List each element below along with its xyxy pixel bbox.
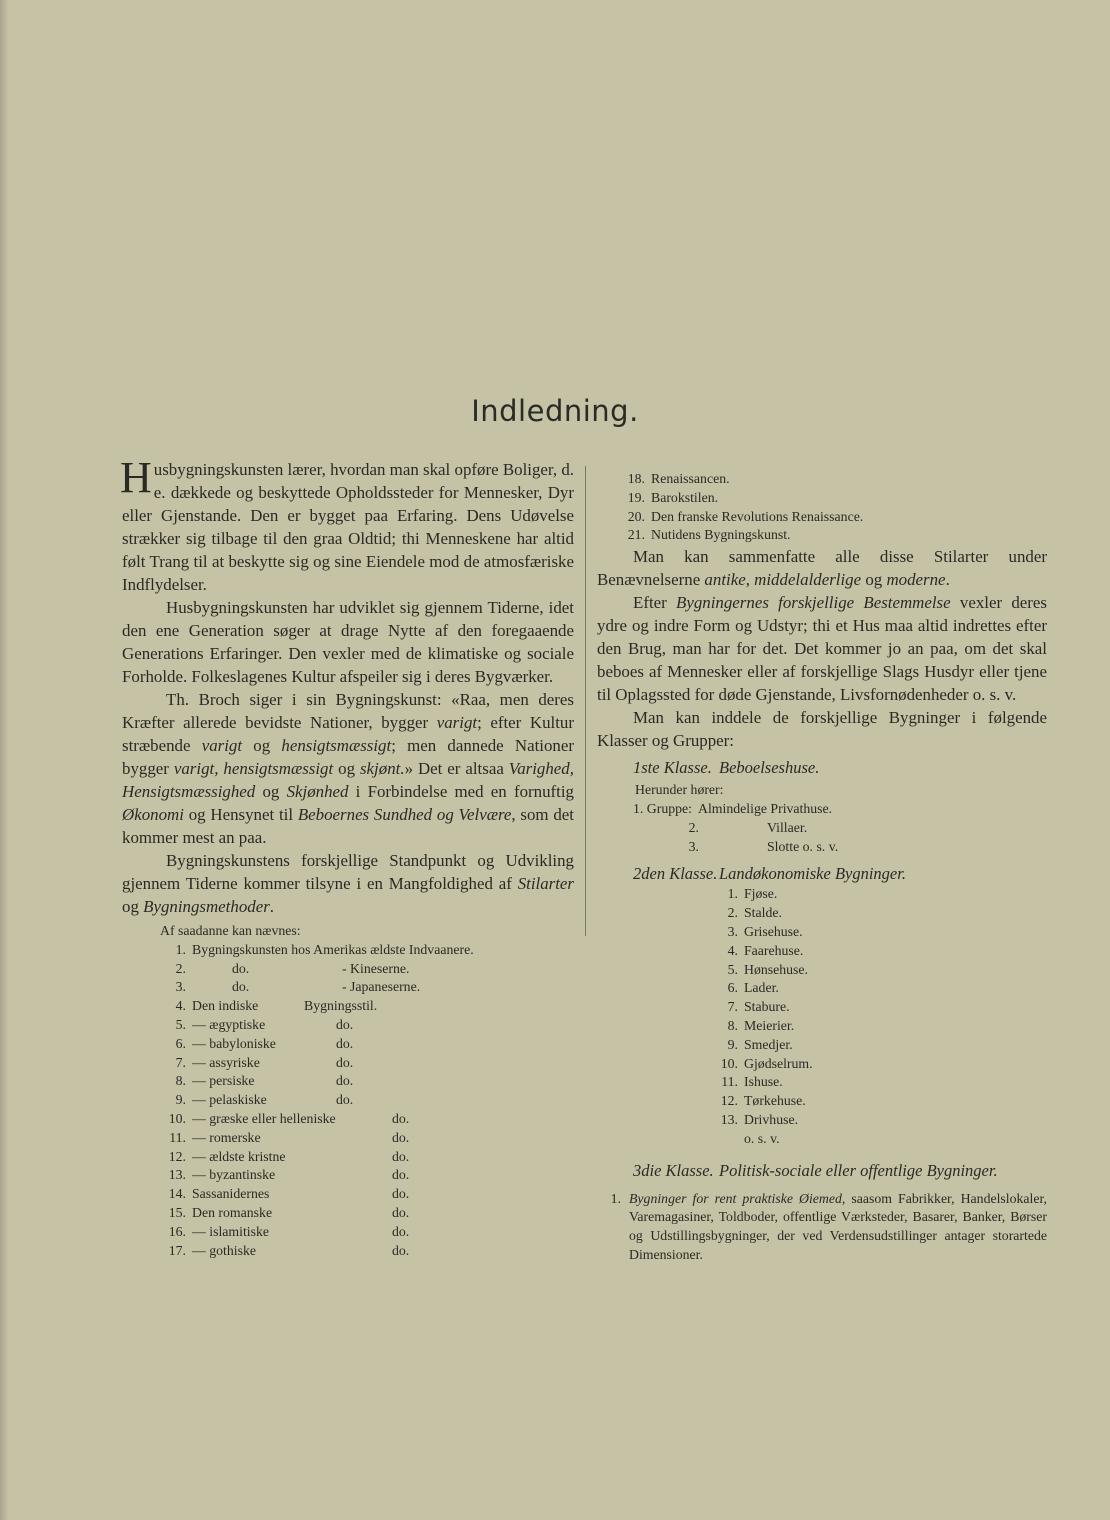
list-item: 4. Den indiske Bygningsstil. — [175, 998, 378, 1014]
list-item: 3. do. - Japaneserne. — [175, 979, 421, 995]
column-divider — [585, 466, 586, 936]
list-item: 8. — persiske do. — [175, 1073, 354, 1089]
list-item: 13. — byzantinske do. — [168, 1167, 410, 1183]
k3-item: 1. Bygninger for rent praktiske Øiemed, saasom Fabrikker, Handelslokaler, Varemagasiner, Toldboder, offentlige Værksteder, Basarer, Banker, Børser og Udstillingsbygninger, der ved Verdensudstillinger antager storartede Dimensioner. — [610, 1190, 1047, 1262]
list-item: 5. Hønsehuse. — [727, 961, 808, 977]
list-item: 15. Den romanske do. — [168, 1204, 410, 1220]
klasse-3-heading: 3die Klasse. Politisk-sociale eller offentlige Bygninger. — [633, 1160, 998, 1180]
bestemmelse-paragraph: Efter Bygningernes forskjellige Bestemmelse vexler deres ydre og indre Form og Udstyr; thi et Hus maa altid indrettes efter den Brug, man har for det. Det kommer jo an paa, om det skal beboes af Mennesker eller af forskjellige Slags Husdyr eller tjene til Oplagssted for døde Gjenstande, Livsfornødenheder o. s. v. — [597, 593, 1047, 705]
list-item: 20. Den franske Revolutions Renaissance. — [627, 508, 864, 524]
style-list — [122, 922, 574, 1260]
list-item: 13. Drivhuse. — [720, 1111, 799, 1127]
history-paragraph: Husbygningskunsten har udviklet sig gjennem Tiderne, idet den ene Generation søger at drage Nytte af den foregaaende Generations Erfaringer. Den vexler med de klimatiske og sociale Forholde. Folkeslagenes Kultur afspeiler sig i deres Bygværker. — [122, 598, 574, 686]
right-column — [597, 470, 1047, 1265]
list-item: 5. — ægyptiske do. — [175, 1016, 354, 1032]
page-title: Indledning. — [471, 394, 639, 428]
list-item: 14. Sassanidernes do. — [168, 1186, 410, 1202]
list-item: 19. Barokstilen. — [627, 489, 719, 505]
list-item: 9. — pelaskiske do. — [175, 1092, 354, 1108]
drop-cap: H — [120, 453, 152, 502]
intro-paragraph: Husbygningskunsten lærer, hvordan man skal opføre Boliger, d. e. dækkede og beskyttede Opholdssteder for Mennesker, Dyr eller Gjenstande. Den er bygget paa Erfaring. Dens Udøvelse strækker sig tilbage til den graa Oldtid; thi Menneskene har altid følt Trang til at beskytte sig og sine Eiendele mod de atmosfæriske Indflydelser. — [120, 453, 574, 594]
list-item: 1. Bygningskunsten hos Amerikas ældste Indvaanere. — [175, 941, 474, 957]
list-intro: Af saadanne kan nævnes: — [160, 923, 301, 938]
list-item: 21. Nutidens Bygningskunst. — [627, 527, 791, 543]
book-spine-edge — [0, 0, 8, 1520]
k1-intro: Herunder hører: — [635, 782, 724, 798]
list-item: 11. — romerske do. — [169, 1129, 410, 1145]
left-column — [120, 453, 574, 1260]
list-item: 17. — gothiske do. — [168, 1242, 410, 1258]
klasse-1-heading: 1ste Klasse. Beboelseshuse. — [633, 758, 820, 778]
list-item: 4. Faarehuse. — [727, 942, 804, 958]
list-item: 1. Fjøse. — [727, 886, 778, 902]
list-item: 11. Ishuse. — [721, 1074, 783, 1090]
stilarter-paragraph: Man kan sammenfatte alle disse Stilarter under Benævnelserne antike, middelalderlige og moderne. — [597, 547, 1047, 590]
list-item: 12. — ældste kristne do. — [168, 1148, 410, 1164]
k1-groups — [597, 800, 1047, 856]
list-item: 10. — græske eller helleniske do. — [168, 1110, 410, 1126]
klasser-paragraph: Man kan inddele de forskjellige Bygninger i følgende Klasser og Grupper: — [597, 708, 1047, 751]
list-end: o. s. v. — [744, 1130, 780, 1146]
list-item: 7. Stabure. — [727, 999, 790, 1015]
broch-quote-paragraph: Th. Broch siger i sin Bygningskunst: «Raa, men deres Kræfter allerede bevidste Nationer, bygger varigt; efter Kultur stræbende varigt og hensigtsmæssigt; men dannede Nationer bygger varigt, hensigtsmæssigt og skjønt.» Det er altsaa Varighed, Hensigtsmæssighed og Skjønhed i Forbindelse med en fornuftig Økonomi og Hensynet til Beboernes Sundhed og Velvære, som det kommer mest an paa. — [122, 690, 574, 847]
group-item: 2. Villaer. — [688, 819, 808, 835]
list-item: 18. Renaissancen. — [627, 471, 730, 486]
group-item: 3. Slotte o. s. v. — [688, 838, 839, 854]
list-item: 7. — assyriske do. — [175, 1054, 354, 1070]
group-item: 1. Gruppe: Almindelige Privathuse. — [632, 800, 833, 816]
list-item: 8. Meierier. — [727, 1017, 795, 1033]
list-item: 2. Stalde. — [727, 905, 782, 921]
k2-list — [597, 885, 1047, 1148]
list-item: 16. — islamitiske do. — [168, 1223, 410, 1239]
list-item: 6. — babyloniske do. — [175, 1035, 354, 1051]
list-item: 9. Smedjer. — [727, 1036, 793, 1052]
styles-paragraph: Bygningskunstens forskjellige Standpunkt og Udvikling gjennem Tiderne kommer tilsyne i en Mangfoldighed af Stilarter og Bygningsmethoder. — [122, 851, 574, 916]
list-item: 2. do. - Kineserne. — [175, 960, 410, 976]
style-list-continued — [597, 470, 1047, 545]
list-item: 10. Gjødselrum. — [720, 1055, 813, 1071]
list-item: 12. Tørkehuse. — [720, 1093, 806, 1109]
list-item: 3. Grisehuse. — [727, 923, 803, 939]
list-item: 6. Lader. — [727, 980, 779, 996]
klasse-2-heading: 2den Klasse. Landøkonomiske Bygninger. — [633, 864, 906, 884]
